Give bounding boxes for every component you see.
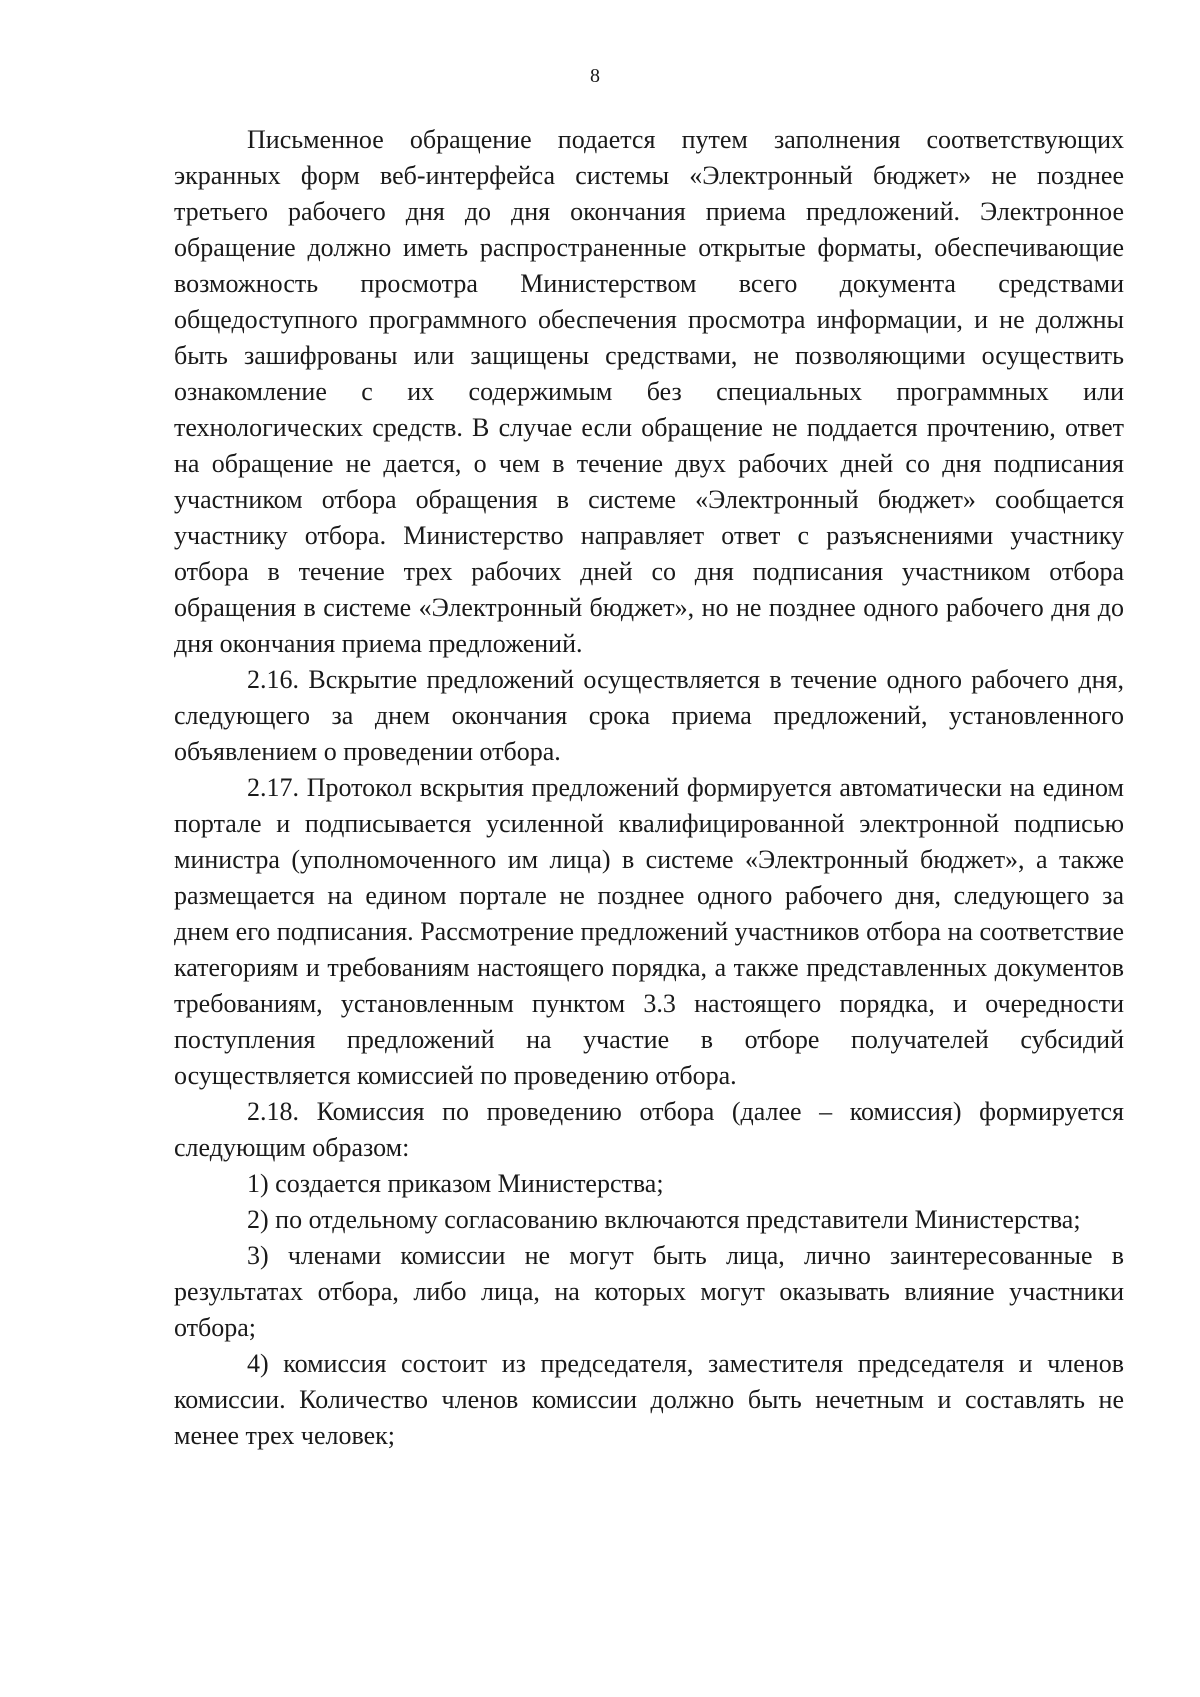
- paragraph-written-appeal: Письменное обращение подается путем заполнения соответствующих экранных форм веб-интерфейса системы «Электронный бюджет» не позднее третьего рабочего дня до дня окончания приема предложений. Электронное обращение должно иметь распространенные открытые форматы, обеспечивающие возможность просмотра Министерством всего документа средствами общедоступного программного обеспечения просмотра информации, и не должны быть зашифрованы или защищены средствами, не позволяющими осуществить ознакомление с их содержимым без специальных программных или технологических средств. В случае если обращение не поддается прочтению, ответ на обращение не дается, о чем в течение двух рабочих дней со дня подписания участником отбора обращения в системе «Электронный бюджет» сообщается участнику отбора. Министерство направляет ответ с разъяснениями участнику отбора в течение трех рабочих дней со дня подписания участником отбора обращения в системе «Электронный бюджет», но не позднее одного рабочего дня до дня окончания приема предложений.: [174, 125, 1124, 658]
- list-item-3: 3) членами комиссии не могут быть лица, лично заинтересованные в результатах отбора, либо лица, на которых могут оказывать влияние участники отбора;: [174, 1241, 1124, 1342]
- paragraph-2-18: 2.18. Комиссия по проведению отбора (далее – комиссия) формируется следующим образом:: [174, 1097, 1124, 1162]
- page-number: 8: [590, 65, 600, 87]
- list-item-4: 4) комиссия состоит из председателя, заместителя председателя и членов комиссии. Количество членов комиссии должно быть нечетным и составлять не менее трех человек;: [174, 1349, 1124, 1450]
- document-body: [174, 122, 1124, 1454]
- paragraph-2-17: 2.17. Протокол вскрытия предложений формируется автоматически на едином портале и подписывается усиленной квалифицированной электронной подписью министра (уполномоченного им лица) в системе «Электронный бюджет», а также размещается на едином портале не позднее одного рабочего дня, следующего за днем его подписания. Рассмотрение предложений участников отбора на соответствие категориям и требованиям настоящего порядка, а также представленных документов требованиям, установленным пунктом 3.3 настоящего порядка, и очередности поступления предложений на участие в отборе получателей субсидий осуществляется комиссией по проведению отбора.: [174, 773, 1124, 1090]
- list-item-1: 1) создается приказом Министерства;: [247, 1169, 664, 1198]
- paragraph-2-16: 2.16. Вскрытие предложений осуществляется в течение одного рабочего дня, следующего за днем окончания срока приема предложений, установленного объявлением о проведении отбора.: [174, 665, 1124, 766]
- list-item-2: 2) по отдельному согласованию включаются представители Министерства;: [247, 1205, 1081, 1234]
